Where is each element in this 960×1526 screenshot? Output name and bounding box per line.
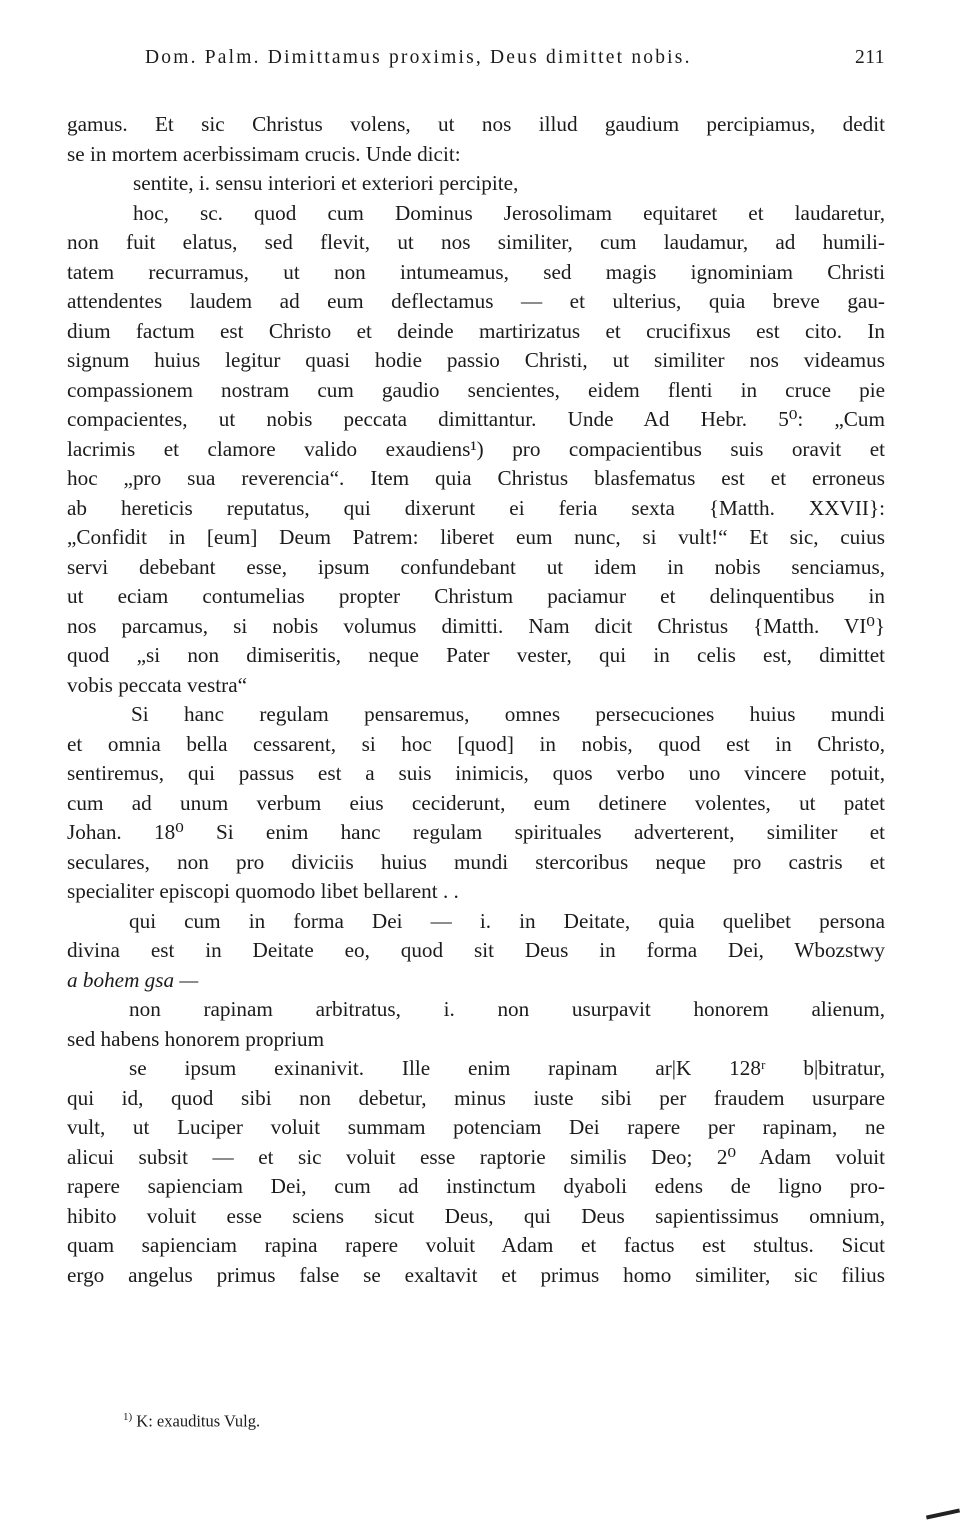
text-line: rapere sapienciam Dei, cum ad instinctum dyaboli edens de ligno pro- bbox=[67, 1174, 885, 1198]
text-line: hoc, sc. quod cum Dominus Jerosolimam equitaret et laudaretur, bbox=[133, 200, 885, 225]
text-line: compacientes, ut nobis peccata dimittantur. Unde Ad Hebr. 5⁰: „Cum bbox=[67, 407, 885, 431]
text-line: non rapinam arbitratus, i. non usurpavit honorem alienum, bbox=[129, 997, 885, 1021]
text-line: a bohem gsa — bbox=[67, 967, 199, 992]
text-line: cum ad unum verbum eius ceciderunt, eum detinere volentes, ut patet bbox=[67, 790, 885, 815]
text-line: vult, ut Luciper voluit summam potenciam Dei rapere per rapinam, ne bbox=[67, 1115, 885, 1139]
scan-corner-mark bbox=[926, 1509, 960, 1520]
text-line: gamus. Et sic Christus volens, ut nos illud gaudium percipiamus, dedit bbox=[67, 112, 885, 136]
text-line: tatem recurramus, ut non intumeamus, sed magis ignominiam Christi bbox=[67, 259, 885, 284]
text-line: lacrimis et clamore valido exaudiens¹) pro compacientibus suis oravit et bbox=[67, 436, 885, 461]
text-line: se in mortem acerbissimam crucis. Unde dicit: bbox=[67, 141, 461, 166]
text-line: qui id, quod sibi non debetur, minus iuste sibi per fraudem usurpare bbox=[67, 1085, 885, 1110]
text-line: seculares, non pro diviciis huius mundi stercoribus neque pro castris et bbox=[67, 849, 885, 874]
text-line: ut eciam contumelias propter Christum paciamur et delinquentibus in bbox=[67, 584, 885, 608]
text-line: Si hanc regulam pensaremus, omnes persecuciones huius mundi bbox=[131, 702, 885, 726]
footnote bbox=[123, 1411, 260, 1432]
text-line: se ipsum exinanivit. Ille enim rapinam ar|K 128ʳ b|bitratur, bbox=[129, 1056, 885, 1080]
running-head bbox=[145, 47, 885, 77]
page-number: 211 bbox=[854, 47, 885, 68]
text-line: sed habens honorem proprium bbox=[67, 1026, 325, 1051]
body-text bbox=[67, 110, 885, 1290]
text-line: „Confidit in [eum] Deum Patrem: liberet eum nunc, si vult!“ Et sic, cuius bbox=[67, 525, 885, 549]
text-line: quod „si non dimiseritis, neque Pater vester, qui in celis est, dimittet bbox=[67, 643, 885, 667]
text-line: sentite, i. sensu interiori et exteriori percipite, bbox=[133, 171, 519, 195]
text-line: quam sapienciam rapina rapere voluit Adam et factus est stultus. Sicut bbox=[67, 1233, 885, 1257]
running-head-title: Dom. Palm. Dimittamus proximis, Deus dimittet nobis. bbox=[145, 47, 692, 68]
text-line: vobis peccata vestra“ bbox=[67, 672, 248, 697]
text-line: compassionem nostram cum gaudio sencientes, eidem flenti in cruce pie bbox=[67, 377, 885, 402]
text-line: hoc „pro sua reverencia“. Item quia Christus blasfematus est et erroneus bbox=[67, 466, 885, 490]
text-line: non fuit elatus, sed flevit, ut nos similiter, cum laudamur, ad humili- bbox=[67, 230, 885, 254]
text-line: attendentes laudem ad eum deflectamus — et ulterius, quia breve gau- bbox=[67, 289, 885, 313]
text-line: nos parcamus, si nobis volumus dimitti. Nam dicit Christus {Matth. VI⁰} bbox=[67, 613, 885, 638]
text-line: qui cum in forma Dei — i. in Deitate, quia quelibet persona bbox=[129, 908, 885, 933]
text-line: signum huius legitur quasi hodie passio Christi, ut similiter nos videamus bbox=[67, 348, 885, 372]
text-line: et omnia bella cessarent, si hoc [quod] in nobis, quod est in Christo, bbox=[67, 731, 885, 756]
text-line: ergo angelus primus false se exaltavit et primus homo similiter, sic filius bbox=[67, 1262, 885, 1287]
text-line: sentiremus, qui passus est a suis inimicis, quos verbo uno vincere potuit, bbox=[67, 761, 885, 785]
footnote-marker: 1) bbox=[123, 1411, 133, 1423]
text-line: dium factum est Christo et deinde martirizatus et crucifixus est cito. In bbox=[67, 318, 885, 343]
footnote-text: K: exauditus Vulg. bbox=[136, 1411, 261, 1431]
text-line: divina est in Deitate eo, quod sit Deus in forma Dei, Wbozstwy bbox=[67, 938, 885, 962]
text-line: specialiter episcopi quomodo libet bellarent . . bbox=[67, 879, 459, 903]
text-line: servi debebant esse, ipsum confundebant ut idem in nobis senciamus, bbox=[67, 554, 885, 579]
text-line: alicui subsit — et sic voluit esse raptorie similis Deo; 2⁰ Adam voluit bbox=[67, 1144, 885, 1169]
text-line: ab hereticis reputatus, qui dixerunt ei feria sexta {Matth. XXVII}: bbox=[67, 495, 885, 520]
text-line: Johan. 18⁰ Si enim hanc regulam spirituales adverterent, similiter et bbox=[67, 820, 885, 844]
text-line: hibito voluit esse sciens sicut Deus, qui Deus sapientissimus omnium, bbox=[67, 1203, 885, 1228]
